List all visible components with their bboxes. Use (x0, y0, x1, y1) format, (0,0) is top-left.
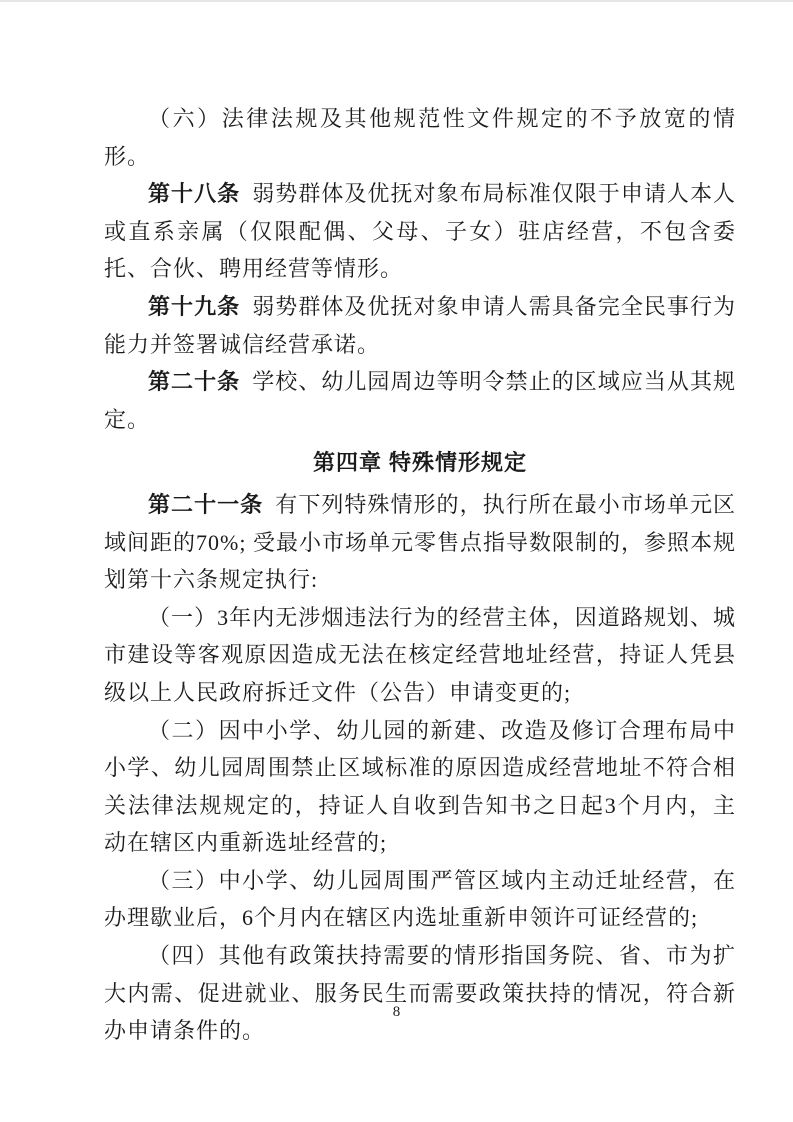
article-number-label: 第十八条 (148, 181, 241, 207)
clause-item-4 (104, 937, 736, 1050)
page-number: 8 (392, 1004, 401, 1020)
clause-text: （六）法律法规及其他规范性文件规定的不予放宽的情形。 (104, 106, 736, 169)
article-21 (104, 486, 736, 599)
article-text: 有下列特殊情形的，执行所在最小市场单元区域间距的70%; 受最小市场单元零售点指导数限制的，参照本规划第十六条规定执行: (104, 491, 736, 593)
clause-item-1 (104, 599, 736, 712)
article-text: 弱势群体及优抚对象申请人需具备完全民事行为能力并签署诚信经营承诺。 (104, 293, 736, 357)
chapter-4-heading: 第四章 特殊情形规定 (312, 450, 528, 476)
clause-item-2 (104, 712, 736, 862)
article-number-label: 第二十一条 (148, 491, 264, 517)
clause-item-3 (104, 862, 736, 937)
clause-item-6 (104, 100, 736, 175)
article-20 (104, 363, 736, 438)
article-19 (104, 288, 736, 363)
article-number-label: 第二十条 (148, 369, 241, 395)
clause-text: （一）3年内无涉烟违法行为的经营主体，因道路规划、城市建设等客观原因造成无法在核定经营地址经营，持证人凭县级以上人民政府拆迁文件（公告）申请变更的; (104, 604, 736, 705)
article-text: 弱势群体及优抚对象布局标准仅限于申请人本人或直系亲属（仅限配偶、父母、子女）驻店经营，不包含委托、合伙、聘用经营等情形。 (104, 181, 736, 282)
clause-text: （二）因中小学、幼儿园的新建、改造及修订合理布局中小学、幼儿园周围禁止区域标准的原因造成经营地址不符合相关法律法规规定的，持证人自收到告知书之日起3个月内，主动在辖区内重新选址经营的; (104, 717, 736, 856)
clause-text: （四）其他有政策扶持需要的情形指国务院、省、市为扩大内需、促进就业、服务民生而需要政策扶持的情况，符合新办申请条件的。 (104, 943, 736, 1044)
clause-text: （三）中小学、幼儿园周围严管区域内主动迁址经营，在办理歇业后，6个月内在辖区内选址重新申领许可证经营的; (104, 867, 736, 931)
article-text: 学校、幼儿园周边等明令禁止的区域应当从其规定。 (104, 369, 736, 432)
article-number-label: 第十九条 (148, 293, 241, 319)
article-18 (104, 175, 736, 288)
document-body (104, 100, 736, 1050)
